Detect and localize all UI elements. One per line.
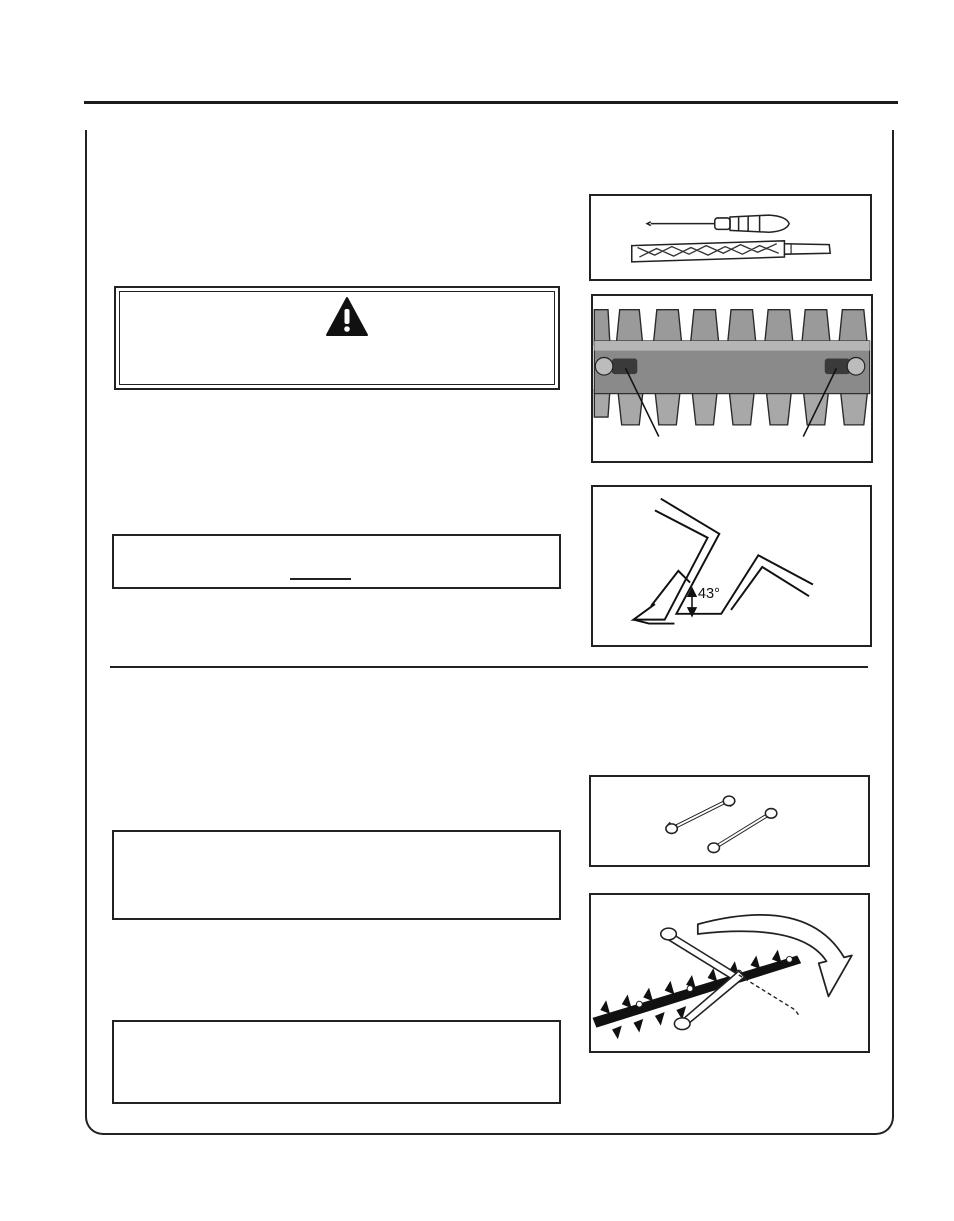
file-icon [632,241,830,262]
wrench-on-blade-icon [661,928,745,1029]
warning-box [114,286,560,390]
figure-wrenches [589,775,870,867]
top-rule [84,101,898,104]
note-underline [290,578,351,580]
angle-marker [688,588,696,615]
warning-triangle-icon [324,295,370,339]
figure-blade-photo [591,294,873,463]
section-divider [110,666,868,668]
wrench-icon [666,796,735,833]
note-box-2 [112,830,561,920]
figure-blade-adjust [589,893,870,1053]
figure-blade-angle [591,485,872,647]
wrench-icon-2 [708,809,777,853]
screwdriver-icon [647,215,789,232]
note-box-3 [112,1020,561,1104]
angle-label: 43° [697,586,720,603]
note-box-1 [112,534,561,589]
wrench-rotated-outline [739,975,799,1016]
blade-outline [633,499,812,624]
figure-tools-screwdriver-file [589,194,872,281]
